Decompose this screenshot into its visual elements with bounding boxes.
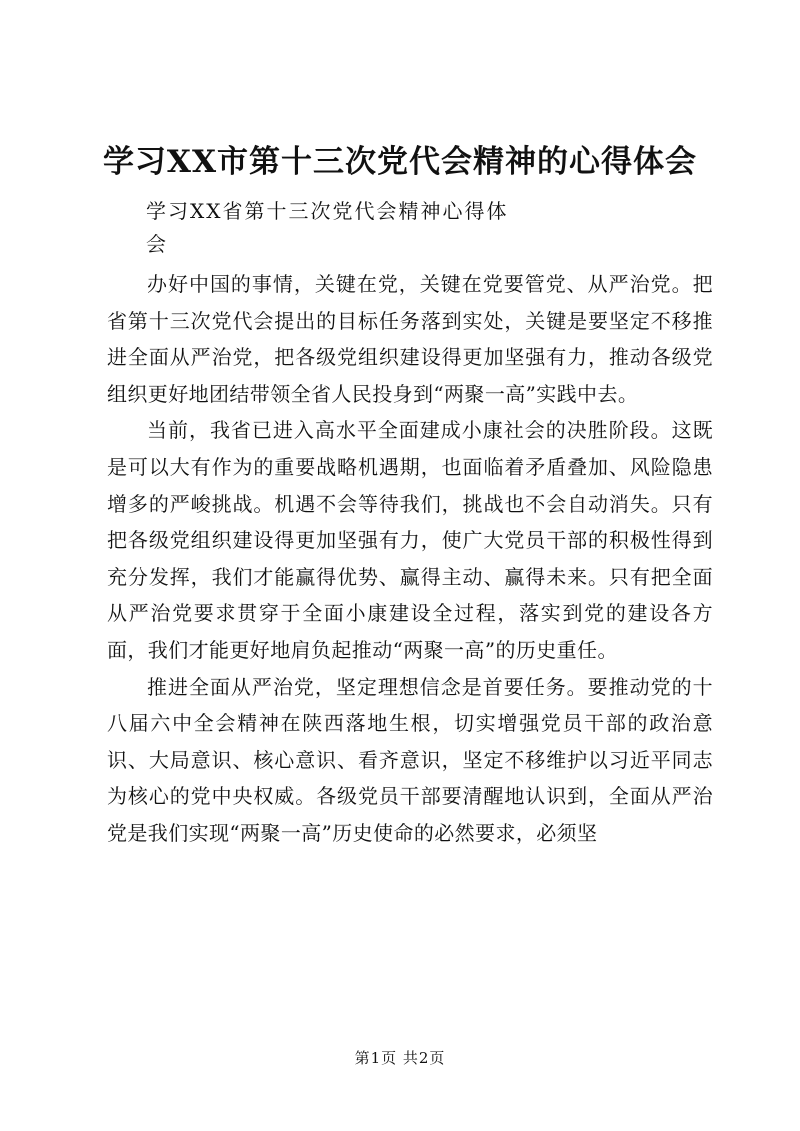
document-subtitle-line-2: 会 (146, 232, 168, 256)
paragraph-3: 推进全面从严治党，坚定理想信念是首要任务。要推动党的十八届六中全会精神在陕西落地生根，切实增强党员干部的政治意识、大局意识、核心意识、看齐意识，坚定不移维护以习近平同志为核心的党中央权威。各级党员干部要清醒地认识到，全面从严治党是我们实现“两聚一高”历史使命的必然要求，必须坚 (107, 674, 713, 845)
paragraph-1: 办好中国的事情，关键在党，关键在党要管党、从严治党。把省第十三次党代会提出的目标任务落到实处，关键是要坚定不移推进全面从严治党，把各级党组织建设得更加坚强有力，推动各级党组织更好地团结带领全省人民投身到“两聚一高”实践中去。 (107, 272, 713, 406)
document-body (107, 266, 713, 852)
page-number-footer: 第1页 共2页 (354, 1049, 446, 1067)
document-title: 学习XX市第十三次党代会精神的心得体会 (102, 144, 698, 180)
document-subtitle-line-1: 学习XX省第十三次党代会精神心得体 (146, 199, 509, 223)
paragraph-2: 当前，我省已进入高水平全面建成小康社会的决胜阶段。这既是可以大有作为的重要战略机遇期，也面临着矛盾叠加、风险隐患增多的严峻挑战。机遇不会等待我们，挑战也不会自动消失。只有把各级党组织建设得更加坚强有力，使广大党员干部的积极性得到充分发挥，我们才能赢得优势、赢得主动、赢得未来。只有把全面从严治党要求贯穿于全面小康建设全过程，落实到党的建设各方面，我们才能更好地肩负起推动“两聚一高”的历史重任。 (107, 418, 713, 662)
